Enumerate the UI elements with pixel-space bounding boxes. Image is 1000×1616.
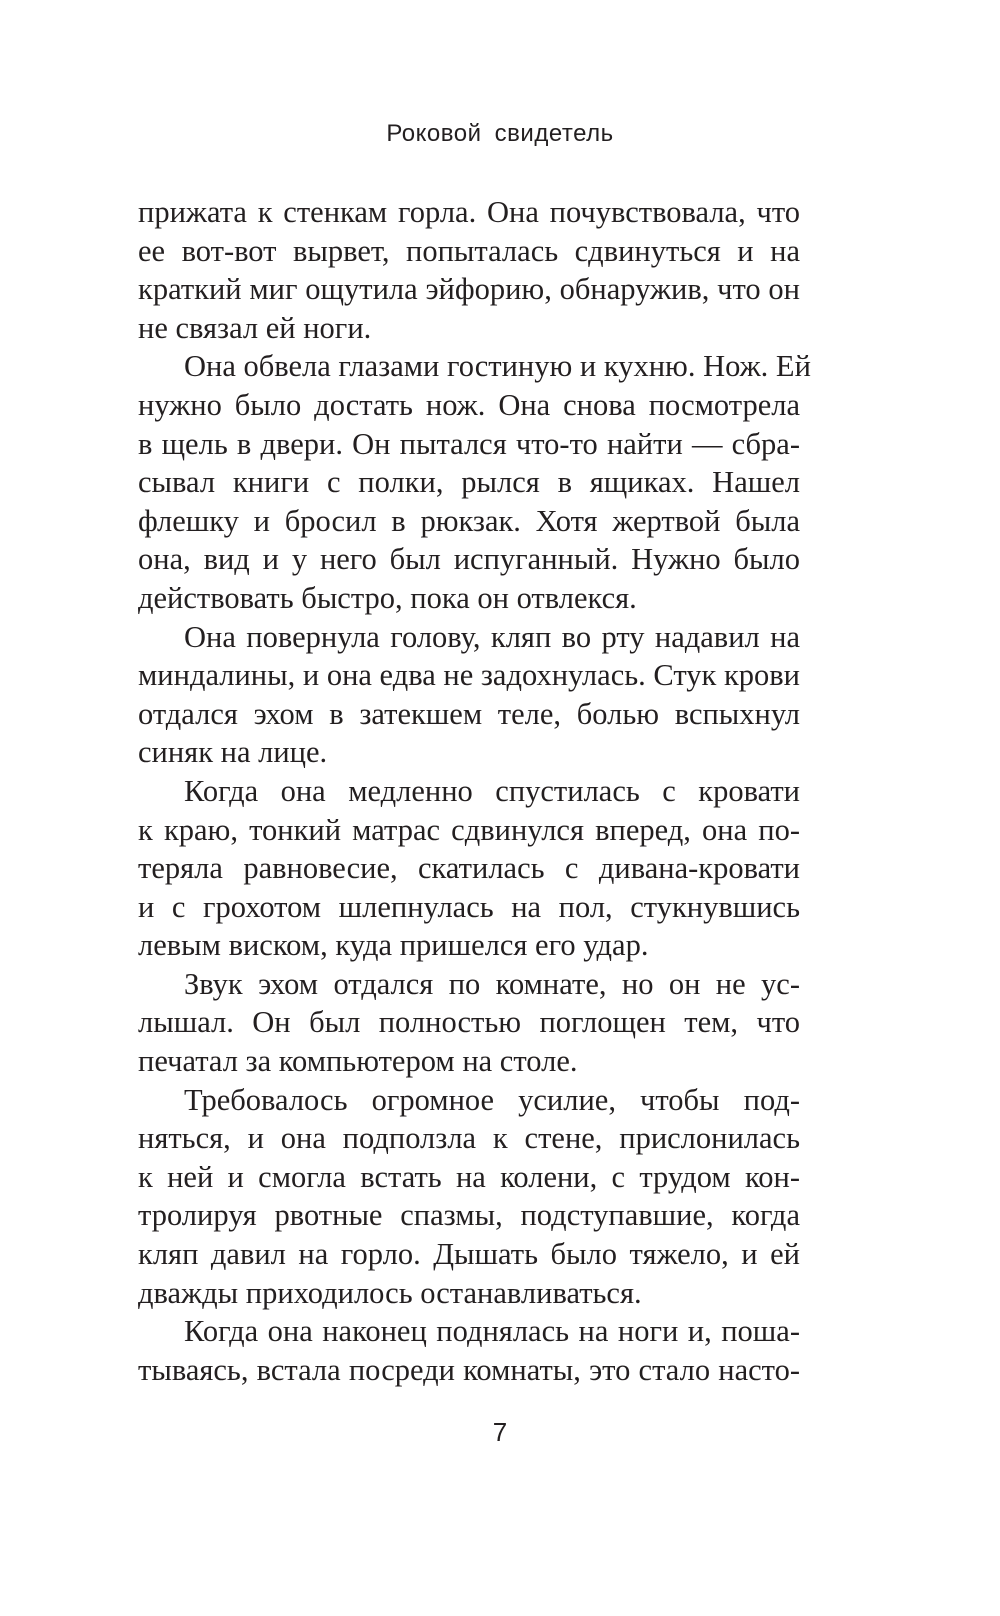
text-line: краткий миг ощутила эйфорию, обнаружив, что он (138, 272, 800, 307)
text-line: к ней и смогла встать на колени, с трудом кон- (138, 1159, 800, 1194)
text-line: лышал. Он был полностью поглощен тем, что (138, 1005, 800, 1040)
text-line: ее вот-вот вырвет, попыталась сдвинуться и на (138, 233, 800, 268)
text-line: миндалины, и она едва не задохнулась. Стук крови (138, 658, 800, 693)
paragraph-first-line: Она обвела глазами гостиную и кухню. Нож. Ей (184, 349, 811, 384)
text-line: дважды приходилось останавливаться. (138, 1275, 642, 1310)
text-line: синяк на лице. (138, 735, 328, 770)
running-title: Роковой свидетель (386, 120, 614, 147)
text-line: сывал книги с полки, рылся в ящиках. Нашел (138, 465, 800, 500)
text-line: тываясь, встала посреди комнаты, это стало насто- (138, 1352, 800, 1387)
text-line: теряла равновесие, скатилась с дивана-кровати (138, 851, 800, 886)
text-line: в щель в двери. Он пытался что-то найти — сбра- (138, 426, 800, 461)
paragraph-first-line: Требовалось огромное усилие, чтобы под- (184, 1082, 800, 1117)
text-line: действовать быстро, пока он отвлекся. (138, 580, 637, 615)
text-line: и с грохотом шлепнулась на пол, стукнувшись (138, 889, 800, 924)
text-line: она, вид и у него был испуганный. Нужно было (138, 542, 800, 577)
text-line: к краю, тонкий матрас сдвинулся вперед, она по- (138, 812, 800, 847)
text-line: печатал за компьютером на столе. (138, 1044, 578, 1079)
paragraph-first-line: Звук эхом отдался по комнате, но он не ус- (184, 966, 800, 1001)
text-line: няться, и она подползла к стене, прислонилась (138, 1121, 800, 1156)
page-number: 7 (492, 1417, 508, 1447)
text-line: тролируя рвотные спазмы, подступавшие, когда (138, 1198, 800, 1233)
paragraph-first-line: Когда она медленно спустилась с кровати (184, 773, 800, 808)
text-line: прижата к стенкам горла. Она почувствовала, что (138, 195, 800, 229)
text-line: левым виском, куда пришелся его удар. (138, 928, 649, 963)
paragraph-first-line: Когда она наконец поднялась на ноги и, поша- (184, 1314, 800, 1349)
text-line: не связал ей ноги. (138, 310, 372, 345)
text-line: флешку и бросил в рюкзак. Хотя жертвой была (138, 503, 800, 538)
text-line: отдался эхом в затекшем теле, болью вспыхнул (138, 696, 800, 731)
text-line: нужно было достать нож. Она снова посмотрела (138, 387, 800, 422)
paragraph-first-line: Она повернула голову, кляп во рту надавил на (184, 619, 800, 654)
body-text (138, 193, 811, 1389)
text-line: кляп давил на горло. Дышать было тяжело, и ей (138, 1237, 800, 1272)
